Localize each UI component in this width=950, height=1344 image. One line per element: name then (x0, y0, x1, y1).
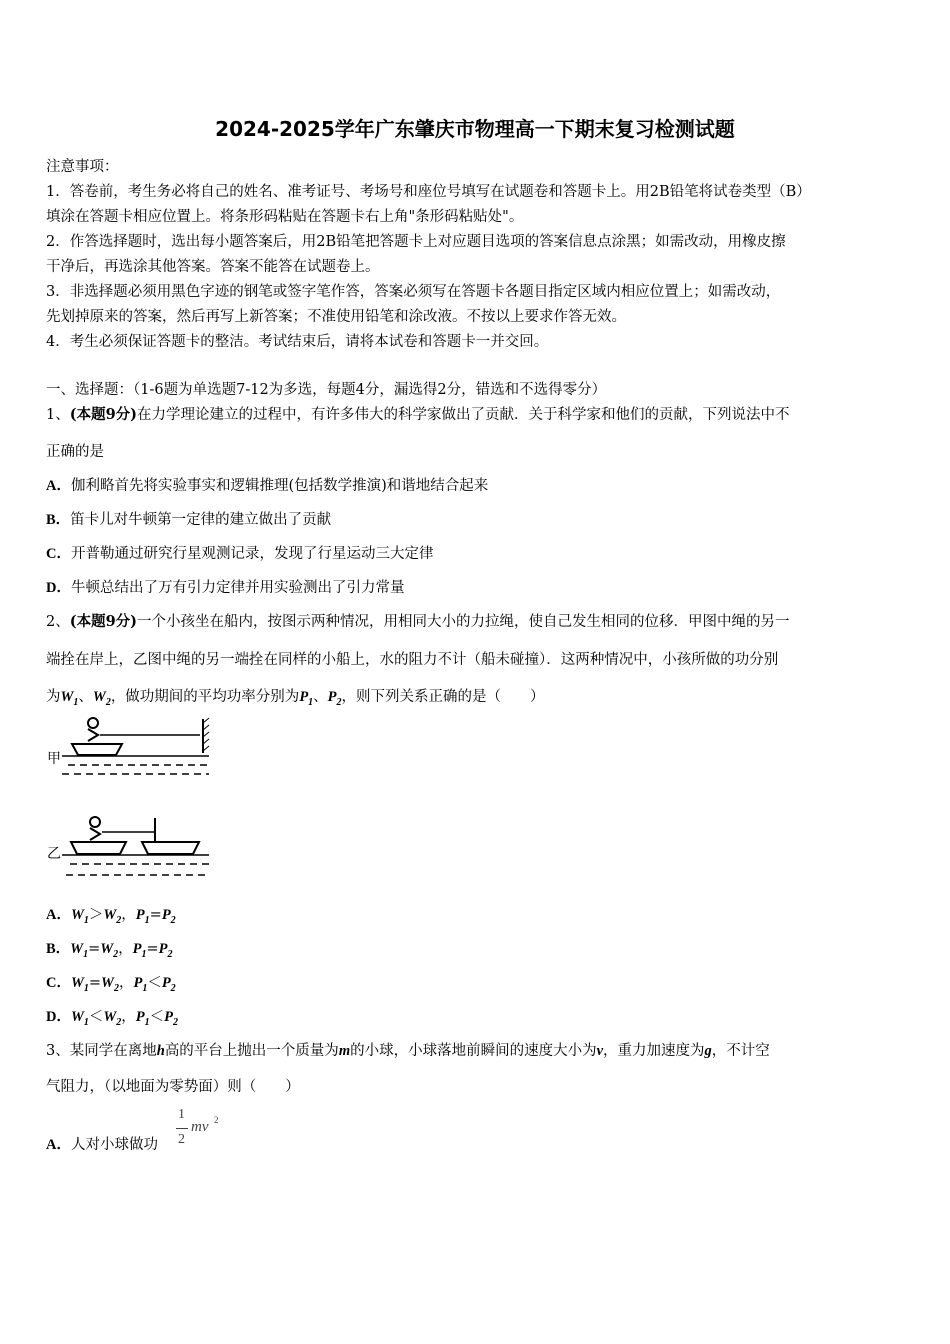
q1-option-c (46, 542, 433, 563)
question-1-stem (46, 403, 790, 424)
symbol-h: h (156, 1043, 165, 1059)
relation: ＜ (149, 1009, 165, 1025)
fraction-numerator: 1 (178, 1107, 185, 1122)
q2-option-a: A．$W_1>W_2$，$P_1=P_2$ (46, 907, 176, 926)
q2-option-b: B．$W_1=W_2$，$P_1=P_2$ (46, 941, 173, 960)
question-number: 3、 (46, 1043, 70, 1059)
relation: = (149, 907, 162, 923)
notice-line: 4．考生必须保证答题卡的整洁。考试结束后，请将本试卷和答题卡一并交回。 (46, 334, 549, 350)
option-text: 伽利略首先将实验事实和逻辑推理(包括数学推演)和谐地结合起来 (70, 478, 489, 494)
question-1-stem-cont: 正确的是 (46, 444, 104, 460)
question-number: 1、 (46, 407, 70, 423)
question-3-stem-cont: 气阻力，（以地面为零势面）则（ ） (46, 1079, 300, 1095)
question-number: 2、 (46, 614, 70, 630)
stem-text: 高的平台上抛出一个质量为 (164, 1043, 339, 1059)
option-letter: A． (46, 478, 71, 494)
notice-line: 干净后，再选涂其他答案。答案不能答在试题卷上。 (46, 259, 380, 275)
symbol-g: g (704, 1043, 712, 1059)
option-text: 牛顿总结出了万有引力定律并用实验测出了引力常量 (70, 580, 405, 596)
section-heading: 一、选择题：（1-6题为单选题7-12为多选，每题4分，漏选得2分，错选和不选得零分） (46, 382, 607, 398)
child-body (88, 729, 98, 741)
option-letter: D． (46, 580, 71, 596)
symbol-v: v (596, 1043, 604, 1059)
q1-option-d (46, 576, 404, 597)
q3-option-a (46, 1133, 158, 1154)
question-2-stem (46, 610, 790, 631)
question-3-stem (46, 1039, 770, 1060)
stem-text: 的小球，小球落地前瞬间的速度大小为 (350, 1043, 597, 1059)
child-body (90, 828, 100, 840)
option-letter: A． (46, 1137, 71, 1153)
q1-option-b (46, 508, 331, 529)
boat-icon (142, 842, 199, 854)
relation: = (88, 975, 102, 991)
symbol-w2: $W_2$ (92, 689, 111, 708)
question-score: (本题9分) (69, 406, 138, 423)
q2-option-d: D．$W_1<W_2$，$P_1<P_2$ (46, 1009, 179, 1028)
question-2-stem-cont: 为$W_1$、$W_2$，做功期间的平均功率分别为$P_1$、$P_2$，则下列关系正确的是（ ） (46, 689, 545, 708)
stem-text: ，重力加速度为 (603, 1043, 705, 1059)
relation: ＞ (88, 907, 104, 923)
notice-line: 1．答卷前，考生务必将自己的姓名、准考证号、考场号和座位号填写在试题卷和答题卡上。用2B铅笔将试卷类型（B） (46, 184, 811, 200)
fraction-denominator: 2 (178, 1132, 185, 1147)
q1-option-a (46, 474, 488, 495)
symbol-p2: $P_2$ (327, 689, 342, 708)
notice-line: 填涂在答题卡相应位置上。将条形码粘贴在答题卡右上角"条形码粘贴处"。 (46, 209, 524, 225)
option-text: 人对小球做功 (70, 1137, 158, 1153)
figure-jia (44, 713, 219, 783)
question-text: 在力学理论建立的过程中，有许多伟大的科学家做出了贡献．关于科学家和他们的贡献，下列说法中不 (137, 407, 790, 423)
question-score: (本题9分) (69, 613, 138, 630)
figure-label-jia: 甲 (47, 751, 61, 767)
fraction-bar (176, 1128, 188, 1129)
notice-line: 2．作答选择题时，选出每小题答案后，用2B铅笔把答题卡上对应题目选项的答案信息点涂黑；如需改动，用橡皮擦 (46, 234, 786, 250)
question-2-stem-cont: 端拴在岸上，乙图中绳的另一端拴在同样的小船上，水的阻力不计（船未碰撞）．这两种情况中，小孩所做的功分别 (46, 652, 779, 668)
symbol-w1: $W_1$ (60, 689, 79, 708)
option-text: 笛卡儿对牛顿第一定律的建立做出了贡献 (70, 512, 332, 528)
q2-option-c: C．$W_1=W_2$，$P_1<P_2$ (46, 975, 176, 994)
page-title: 2024-2025学年广东肇庆市物理高一下期末复习检测试题 (215, 117, 735, 141)
child-head (90, 817, 100, 827)
stem-text: 为 (46, 689, 61, 705)
relation: ＜ (147, 975, 162, 991)
formula-exponent: 2 (214, 1115, 219, 1125)
relation: = (88, 941, 101, 957)
notice-line: 先划掉原来的答案，然后再写上新答案；不准使用铅笔和涂改液。不按以上要求作答无效。 (46, 309, 626, 325)
symbol-m: m (338, 1043, 351, 1059)
formula-mv: mv (191, 1119, 209, 1135)
stem-text: ，做功期间的平均功率分别为 (110, 689, 300, 705)
option-letter: B． (46, 941, 71, 957)
option-letter: C． (46, 546, 71, 562)
figure-label-yi: 乙 (47, 846, 61, 862)
stem-text: ，则下列关系正确的是（ ） (341, 689, 545, 705)
relation: = (146, 941, 159, 957)
notice-line: 3．非选择题必须用黑色字迹的钢笔或签字笔作答，答案必须写在答题卡各题目指定区域内相应位置上；如需改动， (46, 284, 781, 300)
symbol-p1: $P_1$ (299, 689, 314, 708)
notice-heading: 注意事项： (46, 159, 119, 175)
relation: ＜ (88, 1009, 104, 1025)
option-text: 开普勒通过研究行星观测记录，发现了行星运动三大定律 (70, 546, 434, 562)
option-letter: B． (46, 512, 71, 528)
boat-icon (72, 744, 122, 755)
option-letter: C． (46, 975, 71, 991)
figure-yi (44, 812, 219, 884)
question-text: 一个小孩坐在船内，按图示两种情况，用相同大小的力拉绳，使自己发生相同的位移．甲图中绳的另一 (137, 614, 790, 630)
boat-icon (71, 842, 126, 854)
child-head (88, 718, 98, 728)
option-letter: D． (46, 1009, 71, 1025)
option-letter: A． (46, 907, 71, 923)
stem-text: ，不计空 (711, 1043, 770, 1059)
stem-text: 某同学在离地 (69, 1043, 157, 1059)
